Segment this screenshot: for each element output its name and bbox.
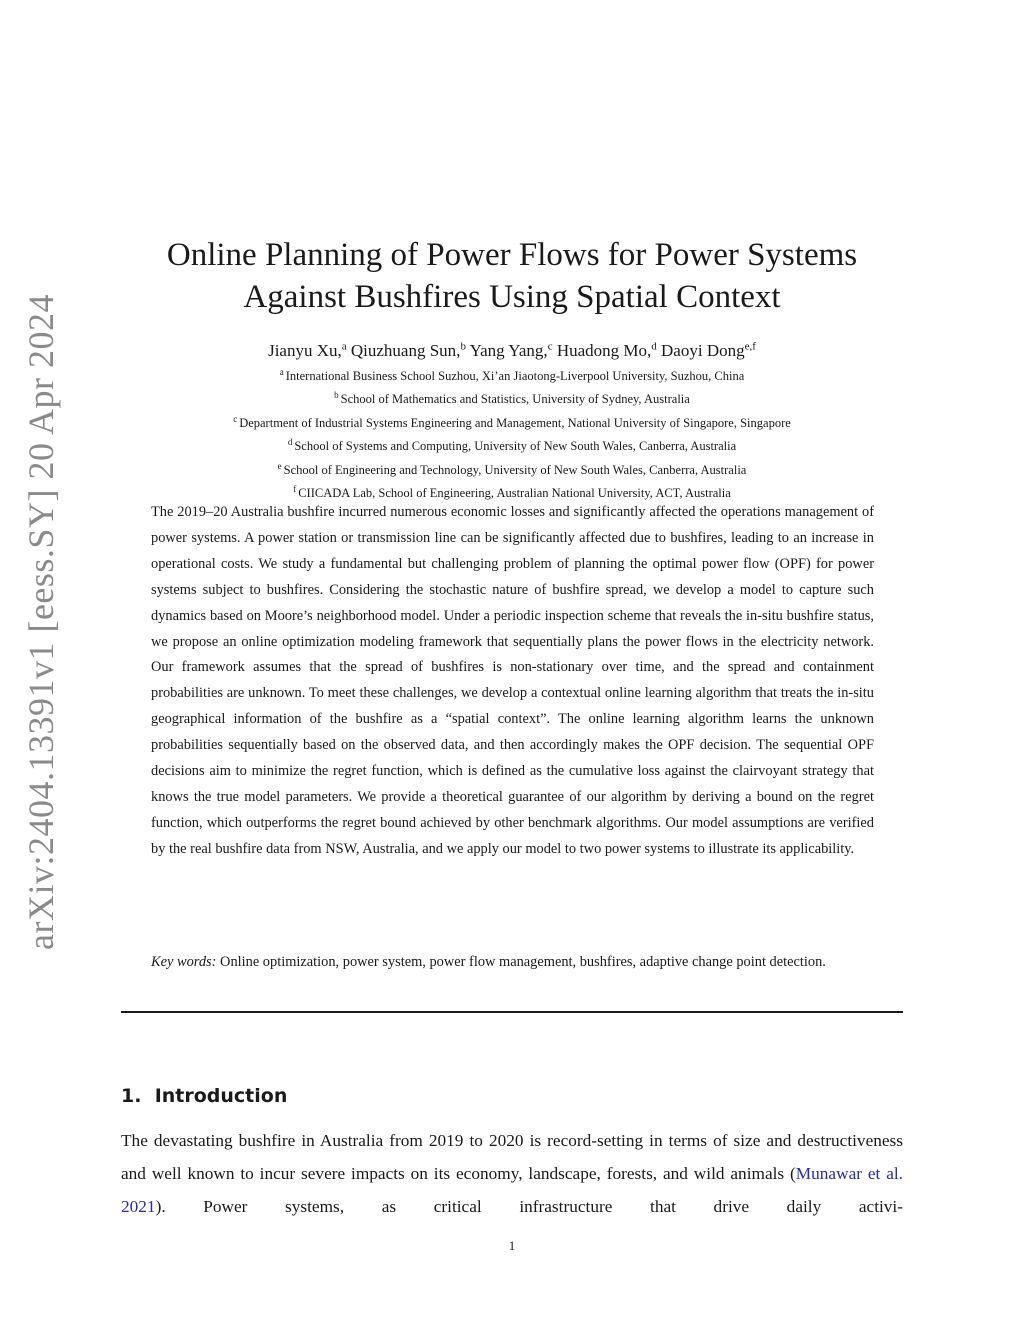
affiliation — [0, 363, 1024, 386]
affiliation — [0, 457, 1024, 480]
keywords-colon: : — [211, 954, 217, 970]
author-affil-mark: c — [547, 340, 553, 352]
affiliation-mark: d — [287, 437, 293, 448]
affiliation-mark: e — [277, 460, 282, 471]
author — [470, 341, 553, 360]
affiliation-mark: c — [233, 413, 238, 424]
citation-link[interactable]: Munawar et al. 2021 — [121, 1164, 903, 1216]
author-affil-mark: a — [341, 340, 347, 352]
author — [268, 341, 347, 360]
affiliation-mark: a — [279, 367, 284, 377]
title-line: Against Bushfires Using Spatial Context — [243, 279, 781, 315]
affiliation — [0, 410, 1024, 433]
affiliation-text: School of Systems and Computing, University of New South Wales, Canberra, Australia — [294, 439, 737, 454]
keywords-text: Online optimization, power system, power flow management, bushfires, adaptive change point detection. — [220, 954, 826, 970]
author-list — [0, 340, 1024, 361]
intro-paragraph — [121, 1124, 903, 1223]
abstract: The 2019–20 Australia bushfire incurred numerous economic losses and significantly affected the operations management of power systems. A power station or transmission line can be significantly affected due to bushfires, leading to an increase in operational costs. We study a fundamental but challenging problem of planning the optimal power flow (OPF) for power systems subject to bushfires. Considering the stochastic nature of bushfire spread, we develop a model to capture such dynamics based on Moore’s neighborhood model. Under a periodic inspection scheme that reveals the in-situ bushfire status, we propose an online optimization modeling framework that sequentially plans the power flows in the electricity network. Our framework assumes that the spread of bushfires is non-stationary over time, and the spread and containment probabilities are unknown. To meet these challenges, we develop a contextual online learning algorithm that treats the in-situ geographical information of the bushfire as a “spatial context”. The online learning algorithm learns the unknown probabilities sequentially based on the observed data, and then accordingly makes the OPF decision. The sequential OPF decisions aim to minimize the regret function, which is defined as the cumulative loss against the clairvoyant strategy that knows the true model parameters. We provide a theoretical guarantee of our algorithm by deriving a bound on the regret function, which outperforms the regret bound achieved by other benchmark algorithms. Our model assumptions are verified by the real bushfire data from NSW, Australia, and we apply our model to two power systems to illustrate its applicability. — [151, 504, 874, 857]
affiliation-list — [0, 363, 1024, 504]
author-name: Daoyi Dong — [661, 340, 745, 360]
affiliation-mark: b — [334, 390, 339, 401]
title-line: Online Planning of Power Flows for Power Systems — [166, 237, 858, 273]
keywords — [151, 950, 888, 976]
author — [661, 341, 756, 360]
author-name: Qiuzhuang Sun, — [350, 340, 461, 360]
affiliation-text: School of Mathematics and Statistics, University of Sydney, Australia — [340, 392, 690, 407]
author-name: Jianyu Xu, — [268, 340, 342, 360]
author-affil-mark: e,f — [744, 340, 756, 352]
affiliation-text: CIICADA Lab, School of Engineering, Australian National University, ACT, Australia — [298, 486, 731, 501]
keywords-label: Key words — [151, 954, 212, 970]
author — [557, 341, 657, 360]
author-name: Yang Yang, — [469, 340, 548, 360]
author-affil-mark: b — [460, 340, 466, 352]
page-number: 1 — [508, 1238, 516, 1253]
affiliation-text: Department of Industrial Systems Engineering and Management, National University of Singapore, Singapore — [239, 416, 791, 431]
intro-text: The devastating bushfire in Australia from 2019 to 2020 is record-setting in terms of size and destructiveness and well known to incur severe impacts on its economy, landscape, forests, and wild animals ( — [121, 1131, 903, 1183]
affiliation — [0, 386, 1024, 409]
section-heading — [121, 1085, 287, 1107]
paper-title — [0, 234, 1024, 318]
section-divider — [121, 1011, 903, 1013]
affiliation-text: School of Engineering and Technology, University of New South Wales, Canberra, Australia — [283, 462, 747, 477]
author-name: Huadong Mo, — [556, 340, 652, 360]
section-title: Introduction — [154, 1085, 288, 1107]
author — [351, 341, 466, 360]
author-affil-mark: d — [651, 340, 657, 352]
arxiv-side-identifier: arXiv:2404.13391v1 [eess.SY] 20 Apr 2024 — [21, 294, 61, 950]
intro-text: ). Power systems, as critical infrastructure that drive daily activi- — [155, 1197, 903, 1216]
affiliation-mark: f — [293, 484, 297, 495]
affiliation — [0, 433, 1024, 456]
affiliation-text: International Business School Suzhou, Xi’an Jiaotong-Liverpool University, Suzhou, China — [285, 369, 745, 384]
section-number: 1. — [121, 1085, 142, 1107]
